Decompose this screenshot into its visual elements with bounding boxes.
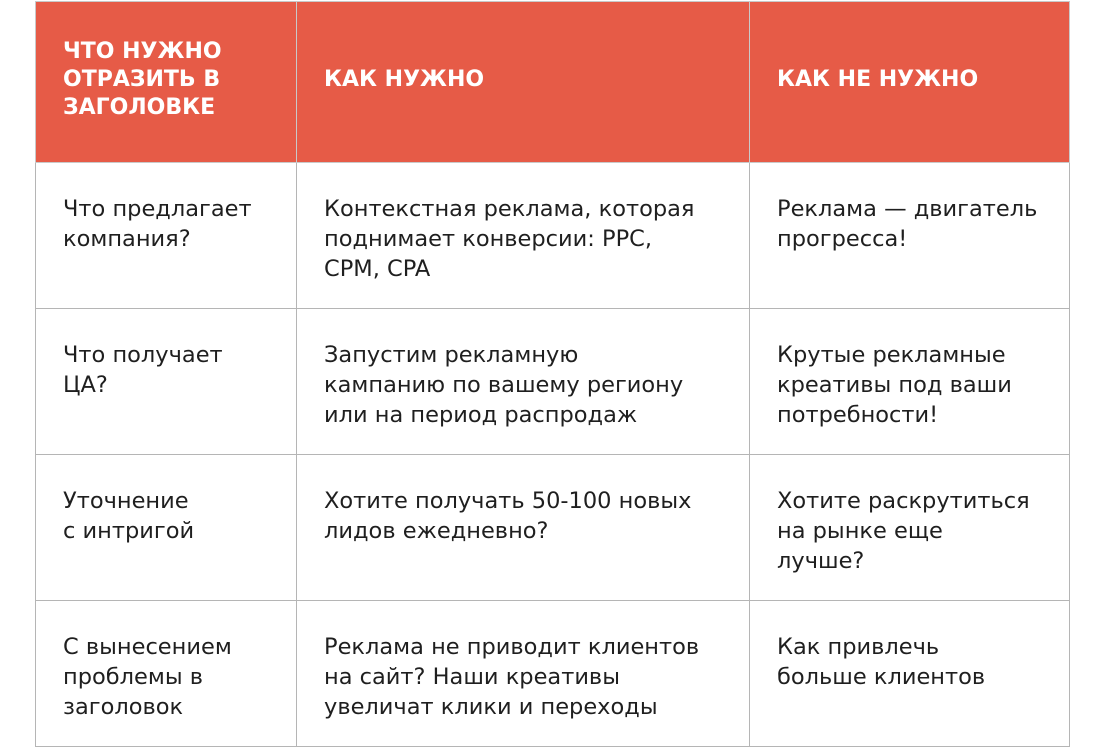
cell-text: Запустим рекламную кампанию по вашему региону или на период распродаж [324, 342, 684, 428]
table-row [36, 455, 1070, 601]
table-row [36, 309, 1070, 455]
cell-text: Что предлагает компания? [63, 196, 252, 252]
table-row [36, 163, 1070, 309]
table-cell [36, 601, 297, 747]
cell-text: Крутые рекламные креативы под ваши потребности! [777, 342, 1012, 428]
header-cell-what [36, 2, 297, 163]
table-cell [36, 163, 297, 309]
table-cell [297, 163, 750, 309]
table-cell [297, 309, 750, 455]
cell-text: Что получает ЦА? [63, 342, 223, 398]
comparison-table [35, 1, 1070, 747]
cell-text: Реклама — двигатель прогресса! [777, 196, 1038, 252]
cell-text: Хотите раскрутиться на рынке еще лучше? [777, 488, 1030, 574]
cell-text: Контекстная реклама, которая поднимает конверсии: PPC, CPM, CPA [324, 196, 695, 282]
cell-text: Как привлечь больше клиентов [777, 634, 986, 690]
table-cell [750, 309, 1070, 455]
header-label: КАК НУЖНО [324, 67, 485, 92]
table-cell [297, 455, 750, 601]
header-label: КАК НЕ НУЖНО [777, 67, 979, 92]
cell-text: Уточнение с интригой [63, 488, 195, 544]
header-label: ЧТО НУЖНО ОТРАЗИТЬ В ЗАГОЛОВКЕ [63, 39, 222, 120]
table-cell [297, 601, 750, 747]
cell-text: Реклама не приводит клиентов на сайт? Наши креативы увеличат клики и переходы [324, 634, 700, 720]
table-header-row [36, 2, 1070, 163]
table-cell [36, 309, 297, 455]
header-cell-wrong-way [750, 2, 1070, 163]
header-cell-right-way [297, 2, 750, 163]
table-cell [36, 455, 297, 601]
table-row [36, 601, 1070, 747]
cell-text: С вынесением проблемы в заголовок [63, 634, 232, 720]
cell-text: Хотите получать 50-100 новых лидов ежедневно? [324, 488, 692, 544]
table-cell [750, 163, 1070, 309]
table-cell [750, 601, 1070, 747]
table-cell [750, 455, 1070, 601]
